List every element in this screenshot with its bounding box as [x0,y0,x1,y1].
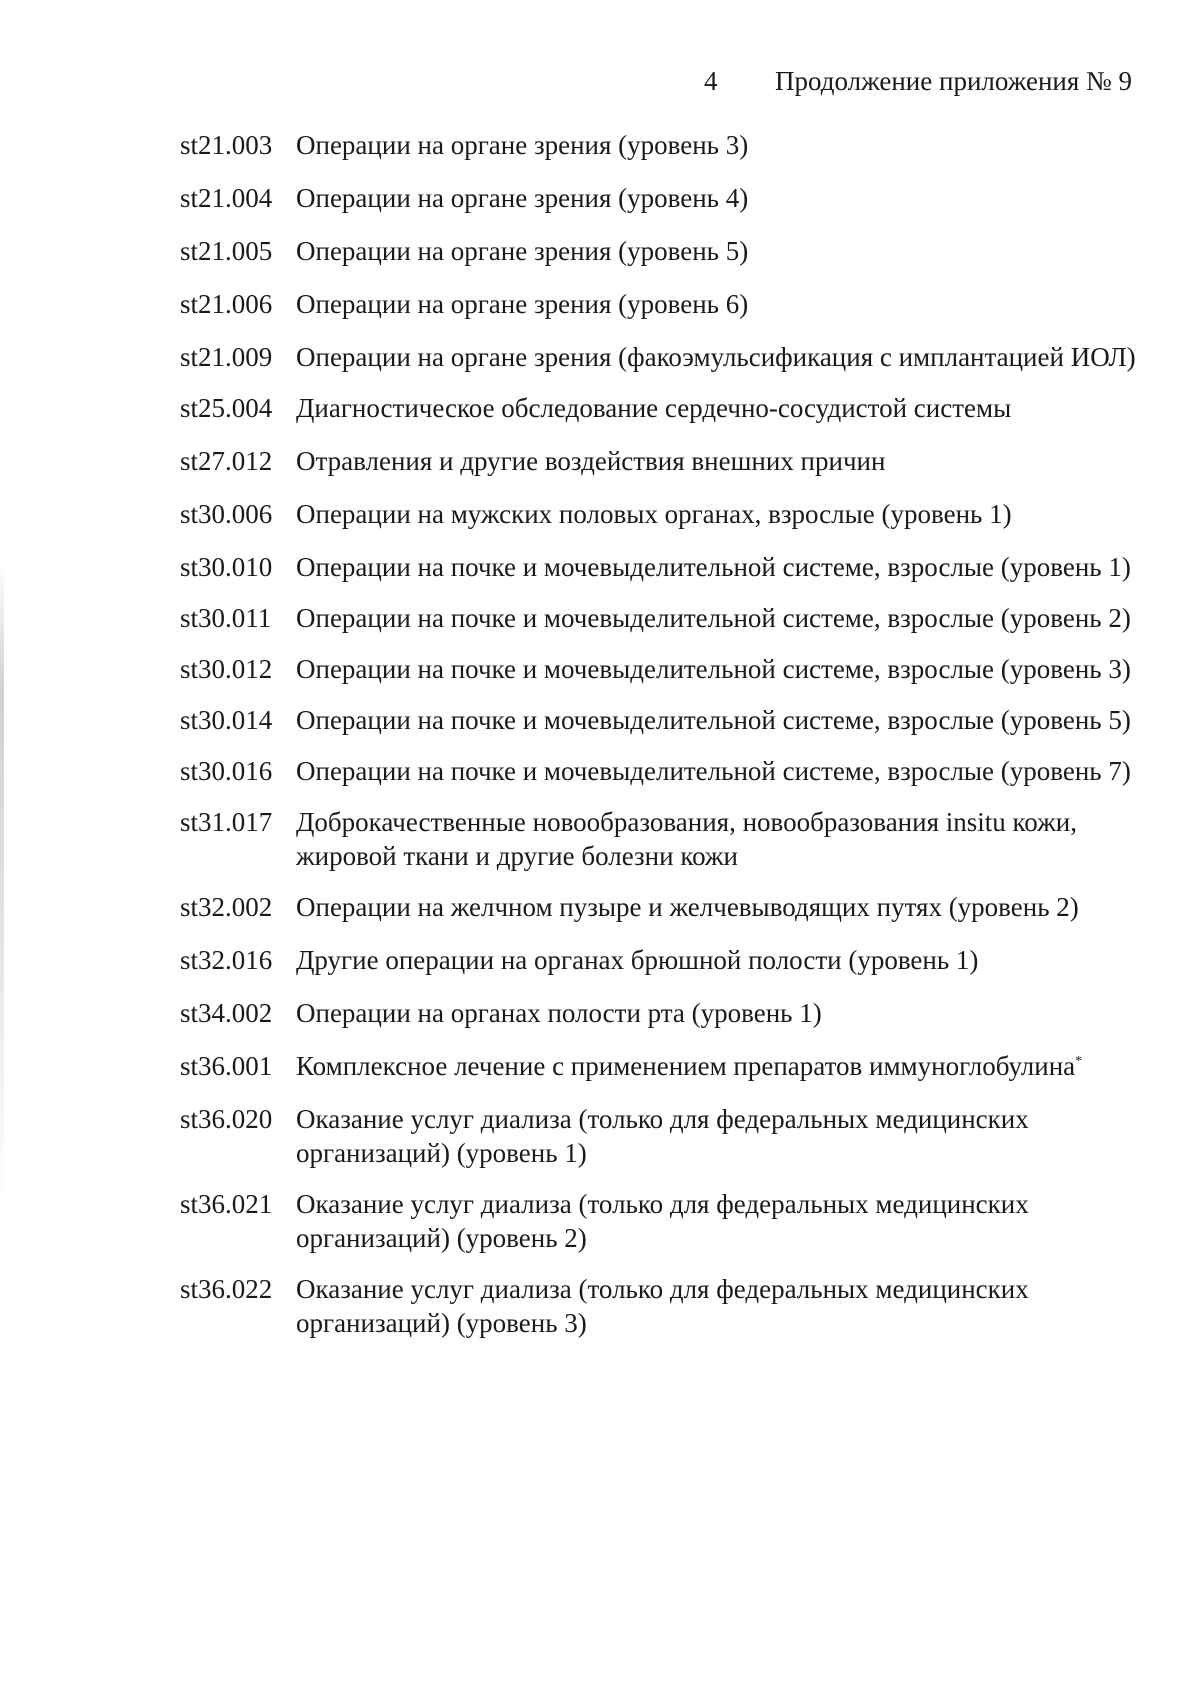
entry-name [296,890,1140,924]
entry-code: st30.010 [180,552,273,582]
entry-name-text: Операции на органе зрения (уровень 3) [296,130,749,160]
entry-name [296,1102,1140,1170]
entry-code: st34.002 [180,998,273,1028]
entry-code: st30.011 [180,603,272,633]
entry-name-text: Операции на органе зрения (факоэмульсификация с имплантацией ИОЛ) [296,342,1136,372]
entry-name [296,1049,1140,1083]
list-item [180,601,1140,635]
entry-name [296,391,1140,425]
scan-edge-artifact [0,560,4,1210]
list-item [180,497,1140,531]
list-item [180,805,1140,873]
list-item [180,287,1140,321]
entry-name-text: Доброкачественные новообразования, новообразования insitu кожи, жировой ткани и другие болезни кожи [296,807,1077,871]
footnote-mark: * [1075,1054,1083,1069]
entry-name [296,943,1140,977]
list-item [180,754,1140,788]
entry-name [296,996,1140,1030]
entry-name [296,287,1140,321]
entry-name-text: Операции на почке и мочевыделительной системе, взрослые (уровень 2) [296,603,1131,633]
entry-code: st27.012 [180,446,273,476]
list-item [180,890,1140,924]
entry-name-text: Операции на почке и мочевыделительной системе, взрослые (уровень 3) [296,654,1131,684]
list-item [180,1272,1140,1340]
entry-code: st30.012 [180,654,273,684]
entry-name [296,703,1140,737]
entry-code: st21.004 [180,183,273,213]
list-item [180,234,1140,268]
entry-name [296,601,1140,635]
entry-name-text: Другие операции на органах брюшной полости (уровень 1) [296,945,979,975]
entry-code: st36.001 [180,1051,273,1081]
entry-code: st36.022 [180,1274,273,1304]
entry-name [296,497,1140,531]
entry-name-text: Операции на органах полости рта (уровень 1) [296,998,822,1028]
entry-code: st30.016 [180,756,273,786]
entry-name-text: Оказание услуг диализа (только для федеральных медицинских организаций) (уровень 3) [296,1274,1029,1338]
entry-name-text: Отравления и другие воздействия внешних причин [296,446,886,476]
entry-code: st32.002 [180,892,273,922]
entry-name-text: Операции на органе зрения (уровень 6) [296,289,749,319]
list-item [180,652,1140,686]
entry-name-text: Операции на органе зрения (уровень 5) [296,236,749,266]
entry-code: st21.009 [180,342,273,372]
entry-code: st21.003 [180,130,273,160]
entry-name [296,181,1140,215]
entry-name [296,234,1140,268]
entry-name-text: Операции на желчном пузыре и желчевыводящих путях (уровень 2) [296,892,1079,922]
list-item [180,703,1140,737]
entry-name [296,754,1140,788]
entry-name [296,444,1140,478]
entry-code: st36.021 [180,1189,273,1219]
entry-name-text: Операции на органе зрения (уровень 4) [296,183,749,213]
page-header [0,66,1200,106]
list-item [180,128,1140,162]
entry-name-text: Оказание услуг диализа (только для федеральных медицинских организаций) (уровень 1) [296,1104,1029,1168]
list-item [180,340,1140,374]
entry-name-text: Операции на почке и мочевыделительной системе, взрослые (уровень 7) [296,756,1131,786]
entry-name [296,340,1140,374]
list-item [180,444,1140,478]
ksg-list [180,128,1140,1357]
entry-code: st21.005 [180,236,273,266]
entry-name [296,652,1140,686]
page-number: 4 [704,66,718,96]
list-item [180,181,1140,215]
entry-name-text: Оказание услуг диализа (только для федеральных медицинских организаций) (уровень 2) [296,1189,1029,1253]
entry-name [296,128,1140,162]
list-item [180,1049,1140,1083]
entry-name [296,1272,1140,1340]
entry-name [296,1187,1140,1255]
list-item [180,1102,1140,1170]
list-item [180,550,1140,584]
entry-code: st30.014 [180,705,273,735]
entry-name-text: Диагностическое обследование сердечно-сосудистой системы [296,393,1012,423]
list-item [180,943,1140,977]
entry-name [296,805,1140,873]
entry-code: st21.006 [180,289,273,319]
entry-code: st25.004 [180,393,273,423]
entry-code: st36.020 [180,1104,273,1134]
entry-name-text: Операции на мужских половых органах, взрослые (уровень 1) [296,499,1012,529]
list-item [180,391,1140,425]
entry-name [296,550,1140,584]
entry-name-text: Операции на почке и мочевыделительной системе, взрослые (уровень 1) [296,552,1131,582]
entry-name-text: Операции на почке и мочевыделительной системе, взрослые (уровень 5) [296,705,1131,735]
entry-name-text: Комплексное лечение с применением препаратов иммуноглобулина [296,1051,1076,1081]
entry-code: st30.006 [180,499,273,529]
list-item [180,1187,1140,1255]
entry-code: st31.017 [180,807,273,837]
list-item [180,996,1140,1030]
entry-code: st32.016 [180,945,273,975]
appendix-continuation-title: Продолжение приложения № 9 [775,66,1133,96]
